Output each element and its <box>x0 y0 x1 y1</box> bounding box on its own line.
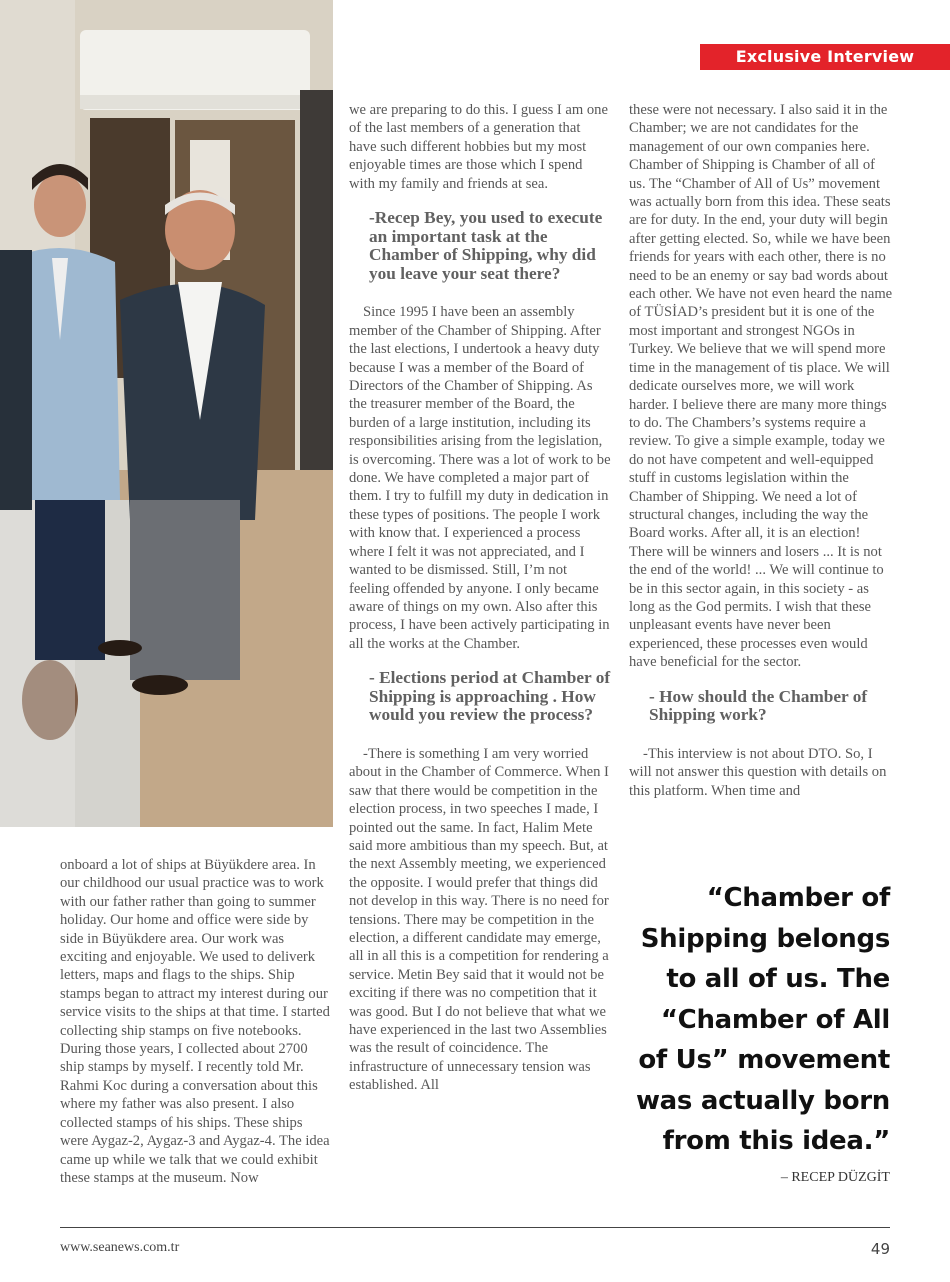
question-1: -Recep Bey, you used to execute an important task at the Chamber of Shipping, why did you leave your seat there? <box>369 208 603 283</box>
interview-photo <box>0 0 333 827</box>
answer-1: Since 1995 I have been an assembly member of the Chamber of Shipping. After the last elections, I undertook a heavy duty because I was a member of the Board of Directors of the Chamber of Shipping. As the treasurer member of the Board, the burden of a large institution, including its responsibilities arising from the legislation, is overcoming. There was a lot of work to be done. We have completed a major part of them. I try to fulfill my duty in dedication in these types of positions. The people I work with know that. I experienced a process where I felt it was not appreciated, and I wanted to be dismissed. Still, I’m not feeling offended by anyone. I only became aware of things on my own. Also after this process, I have been actively participating in all the works at the Chamber. <box>349 304 611 652</box>
intro-paragraph: we are preparing to do this. I guess I am one of the last members of a generation that have such different hobbies but my most enjoyable times are those which I spend with my family and friends at sea. <box>349 102 608 192</box>
answer-2-continued: these were not necessary. I also said it in the Chamber; we are not candidates for the management of our own companies here. Chamber of Shipping is Chamber of all of us. The “Chamber of All of Us” movement was actually born from this idea. These seats are for duty. In the end, your duty will begin after getting elected. So, while we have been friends for years with each other, there is no need to be an enemy or say bad words about each other. We have not even heard the name of TÜSİAD’s president but it is one of the most important and strongest NGOs in Turkey. We believe that we will spend more time in the management of tis place. We will dedicate ourselves more, we will work harder. I believe there are many more things to do. The Chambers’s systems require a review. To give a simple example, today we do not have competent and well-equipped stuff in customs legislation within the Chamber of Shipping. We need a lot of structural changes, including the way the Board works. After all, it is an election! There will be winners and losers ... It is not the end of the world! ... We will continue to be in this sector again, in this society - as long as the God permits. I wish that these unpleasant events have never been experienced, these processes even would have beneficial for the sector. <box>629 102 893 671</box>
quote-attribution: – RECEP DÜZGİT <box>780 1170 890 1185</box>
answer-2: -There is something I am very worried about in the Chamber of Commerce. When I saw that there would be competition in the election process, in two speeches I made, I pointed out the same. In fact, Halim Mete said more ambitious than my speech. But, at the next Assembly meeting, we experienced the opposite. I would prefer that things did not develop in this way. There is no need for tensions. There may be competition in the election, a different candidate may emerge, all in all this is a competition for rendering a service. Metin Bey said that it would not be exciting if there was no competition that it was good. But I do not believe that what we have experienced in the last two Assemblies was the result of coincidence. The infrastructure of unnecessary tension was established. All <box>349 745 609 1094</box>
column-left <box>60 856 330 1187</box>
pull-quote: “Chamber of Shipping belongs to all of us. The “Chamber of All of Us” movement was actually born from this idea.” <box>635 883 890 1156</box>
footer-divider <box>60 1227 890 1228</box>
section-tag: Exclusive Interview <box>700 44 950 70</box>
question-3: - How should the Chamber of Shipping work? <box>649 686 868 725</box>
page-number: 49 <box>870 1240 890 1258</box>
question-2: - Elections period at Chamber of Shipping is approaching . How would you review the process? <box>369 668 611 725</box>
column-center <box>349 101 611 1095</box>
footer-url[interactable]: www.seanews.com.tr <box>60 1240 180 1255</box>
left-paragraph: onboard a lot of ships at Büyükdere area. In our childhood our usual practice was to work with our father rather than going to summer holiday. Our home and office were side by side in Büyükdere area. Our work was exciting and enjoyable. We used to deliverk letters, maps and flags to the ships. Ship stamps began to attract my interest during our service visits to the ships at that time. I started collecting ship stamps on five notebooks. During those years, I collected about 2700 ship stamps by myself. I recently told Mr. Rahmi Koc during a conversation about this where my father was also present. I also collected stamps of his ships. These ships were Aygaz-2, Aygaz-3 and Aygaz-4. The idea came up while we talk that we could exhibit these stamps at the museum. Now <box>60 857 330 1186</box>
column-right <box>629 101 893 800</box>
answer-3: -This interview is not about DTO. So, I will not answer this question with details on this platform. When time and <box>629 745 887 799</box>
